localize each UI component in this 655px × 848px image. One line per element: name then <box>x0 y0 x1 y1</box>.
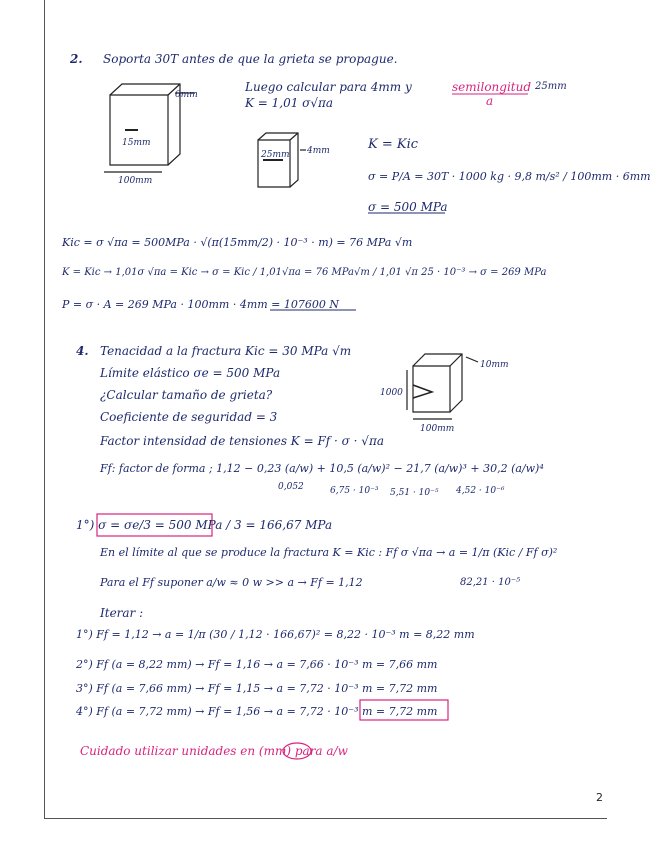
k-equals-kic: K = Kic <box>368 137 419 152</box>
limit-line: En el límite al que se produce la fractura K = Kic : Ff σ √πa → a = 1/π (Kic / Ff σ)² <box>100 546 558 559</box>
sigma-result: σ = 500 MPa <box>368 200 448 214</box>
section-4-title: Tenacidad a la fractura Kic = 30 MPa √m <box>100 344 352 358</box>
iteration-2: 2°) Ff (a = 8,22 mm) → Ff = 1,16 → a = 7,66 · 10⁻³ m = 7,66 mm <box>76 658 438 671</box>
box1-bottom-label: 100mm <box>118 176 153 186</box>
box3-bottom-label: 100mm <box>420 424 455 434</box>
p-line: P = σ · A = 269 MPa · 100mm · 4mm = 107600 N <box>62 298 340 311</box>
factor-sub-4: 4,52 · 10⁻⁶ <box>456 486 505 496</box>
factor-sub-1: 0,052 <box>278 482 304 492</box>
factor-sub-2: 6,75 · 10⁻³ <box>330 486 379 496</box>
ff-line: Para el Ff suponer a/w ≈ 0 w >> a → Ff = 1,12 <box>100 576 363 589</box>
luego-text: Luego calcular para 4mm y <box>245 80 412 94</box>
box3-left-label: 1000 <box>380 388 403 398</box>
factor-intensidad: Factor intensidad de tensiones K = Ff · σ · √πa <box>100 434 384 448</box>
iteration-4: 4°) Ff (a = 7,72 mm) → Ff = 1,56 → a = 7,72 · 10⁻³ m = 7,72 mm <box>76 705 438 718</box>
a-label: a <box>486 94 494 108</box>
limite-elastico: Límite elástico σe = 500 MPa <box>100 366 281 380</box>
iterar-label: Iterar : <box>100 606 144 620</box>
box-sketch-3 <box>407 354 478 419</box>
side-value: 82,21 · 10⁻⁵ <box>460 577 521 588</box>
iteration-3: 3°) Ff (a = 7,66 mm) → Ff = 1,15 → a = 7,72 · 10⁻³ m = 7,72 mm <box>76 682 438 695</box>
coeficiente-seguridad: Coeficiente de seguridad = 3 <box>100 410 278 424</box>
semilongitud-text: semilongitud <box>452 80 532 94</box>
box1-crack-label: 15mm <box>122 138 151 148</box>
k-kic-line: K = Kic → 1,01σ √πa = Kic → σ = Kic / 1,01√πa = 76 MPa√m / 1,01 √π 25 · 10⁻³ → σ = 269 MPa <box>62 267 547 278</box>
factor-forma: Ff: factor de forma ; 1,12 − 0,23 (a/w) + 10,5 (a/w)² − 21,7 (a/w)³ + 30,2 (a/w)⁴ <box>100 462 544 475</box>
cuidado-note: Cuidado utilizar unidades en (mm) para a/w <box>80 744 348 758</box>
k-formula: K = 1,01 σ√πa <box>245 96 334 110</box>
kic-line: Kic = σ √πa = 500MPa · √(π(15mm/2) · 10⁻³ · m) = 76 MPa √m <box>62 236 413 249</box>
page-number: 2 <box>596 791 603 804</box>
box1-width-label: 6mm <box>175 90 198 100</box>
calcular-tamano: ¿Calcular tamaño de grieta? <box>100 388 273 402</box>
step-1: 1°) σ = σe/3 = 500 MPa / 3 = 166,67 MPa <box>76 518 333 532</box>
box2-side-label: 4mm <box>307 146 330 156</box>
section-4-number: 4. <box>76 344 89 358</box>
factor-sub-3: 5,51 · 10⁻⁵ <box>390 488 439 498</box>
dim-25mm: 25mm <box>535 81 567 92</box>
section-2-number: 2. <box>70 52 83 66</box>
section-2-statement: Soporta 30T antes de que la grieta se propague. <box>103 52 398 66</box>
sigma-equation: σ = P/A = 30T · 1000 kg · 9,8 m/s² / 100mm · 6mm <box>368 170 651 183</box>
box2-crack-label: 25mm <box>261 150 290 160</box>
box3-top-label: 10mm <box>480 360 509 370</box>
iteration-1: 1°) Ff = 1,12 → a = 1/π (30 / 1,12 · 166,67)² = 8,22 · 10⁻³ m = 8,22 mm <box>76 628 475 641</box>
